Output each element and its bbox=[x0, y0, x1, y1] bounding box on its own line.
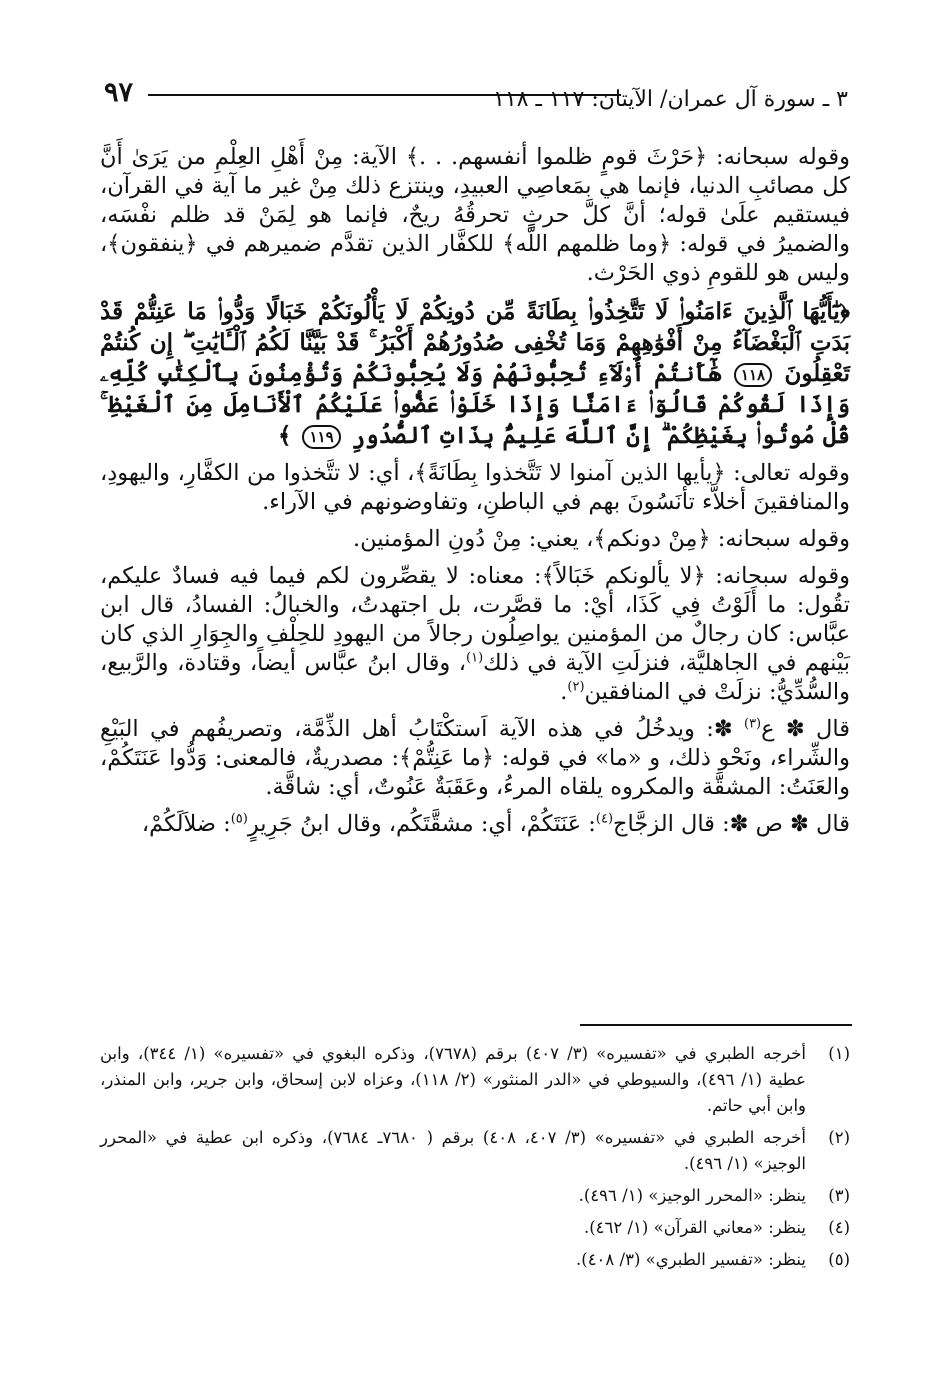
verse-close-bracket: ﴾ bbox=[277, 422, 292, 449]
footnote-number: (٤) bbox=[828, 1218, 850, 1237]
paragraph-1: وقوله سبحانه: ﴿حَرْثَ قومٍ ظلموا أنفسهم. . .﴾ الآية: مِنْ أَهْلِ العِلْمِ من يَرَىٰ أَنَّ كل مصائبِ الدنيا، فإنما هي بمَعاصِي العبيدِ، وينتزع ذلك مِنْ غير ما آية في القرآن، فيستقيم علَىٰ قوله؛ أنَّ كلَّ حرثٍ تحرقُهُ ريحٌ، فإنما هو لِمَنْ قد ظلم نفْسَه، والضميرُ في قوله: ﴿وما ظلمهم اللَّه﴾ للكفَّار الذين تقدَّم ضميرهم في ﴿ينفقون﴾، وليس هو للقومِ ذوي الحَرْث. bbox=[100, 144, 850, 286]
footnote-text: أخرجه الطبري في «تفسيره» (٣/ ٤٠٧) برقم (٧٦٧٨)، وذكره البغوي في «تفسيره» (١/ ٣٤٤)، وابن عطية (١/ ٤٩٦)، والسيوطي في «الدر المنثور» (٢/ ١١٨)، وعزاه لابن إسحاق، وابن جرير، وابن المنذر، وابن أبي حاتم. bbox=[100, 1044, 807, 1115]
footnote-number: (٢) bbox=[828, 1128, 850, 1147]
paragraph-3: وقوله سبحانه: ﴿مِنْ دونكم﴾، يعني: مِنْ دُونِ المؤمنين. bbox=[353, 526, 850, 552]
paragraph-4-text-b: ، وقال ابنُ عبَّاس أيضاً، وقتادة، والرَّبيع، والسُّدِّيُّ: نزلَتْ في المنافقين bbox=[100, 650, 850, 705]
footnote-ref-1[interactable]: (١) bbox=[466, 650, 484, 666]
page-number: ٩٧ bbox=[104, 77, 134, 108]
verse-119-text: هَٰٓأَنتُمْ أُو۟لَآءِ تُحِبُّونَهُمْ وَلَا يُحِبُّونَكُمْ وَتُؤْمِنُونَ بِٱلْكِتَٰبِ كُلِّهِۦ وَإِذَا لَقُوكُمْ قَالُوٓا۟ ءَامَنَّا وَإِذَا خَلَوْا۟ عَضُّوا۟ عَلَيْكُمُ ٱلْأَنَامِلَ مِنَ ٱلْغَيْظِ ۚ قُلْ مُوتُوا۟ بِغَيْظِكُمْ ۗ إِنَّ ٱللَّهَ عَلِيمٌۢ بِذَاتِ ٱلصُّدُورِ bbox=[100, 360, 850, 449]
paragraph-4-text-a: وقوله سبحانه: ﴿لا يألونكم خَبَالاً﴾: معناه: لا يقصِّرون لكم فيما فيه فسادٌ عليكم، تقُول: ما أَلَوْتُ فِي كَذَا، أيْ: ما قصَّرت، بل اجتهدتُ، والخبالُ: الفسادُ، قال ابن عبَّاس: كان رجالٌ من المؤمنين يواصِلُون رجالاً من اليهودِ للحِلْفِ والجِوَارِ الذي كان بَيْنهم في الجاهليَّة، فنزلَتِ الآية في ذلك bbox=[100, 563, 850, 676]
footnote-text: أخرجه الطبري في «تفسيره» (٣/ ٤٠٧، ٤٠٨) برقم ( ٧٦٨٠ـ ٧٦٨٤)، وذكره ابن عطية في «المحرر الوجيز» (١/ ٤٩٦). bbox=[100, 1128, 806, 1173]
paragraph-5 bbox=[100, 715, 850, 802]
running-header bbox=[100, 74, 850, 114]
footnote-ref-3[interactable]: (٣) bbox=[743, 716, 762, 732]
main-text bbox=[100, 143, 850, 847]
paragraph-6-text-c: : ضلاَلَكُمْ، bbox=[141, 811, 231, 837]
verse-118-text: ﴿يَٰٓأَيُّهَا ٱلَّذِينَ ءَامَنُوا۟ لَا تَتَّخِذُوا۟ بِطَانَةً مِّن دُونِكُمْ لَا يَأْلُونَكُمْ خَبَالًا وَدُّوا۟ مَا عَنِتُّمْ قَدْ بَدَتِ ٱلْبَغْضَآءُ مِنْ أَفْوَٰهِهِمْ وَمَا تُخْفِى صُدُورُهُمْ أَكْبَرُ ۚ قَدْ بَيَّنَّا لَكُمُ ٱلْـَٔايَٰتِ ۖ إِن كُنتُمْ تَعْقِلُونَ bbox=[100, 298, 850, 387]
paragraph-4 bbox=[100, 562, 850, 707]
footnote-number: (١) bbox=[828, 1044, 850, 1063]
footnote-ref-2[interactable]: (٢) bbox=[567, 679, 585, 695]
ayah-number-119: ١١٩ bbox=[302, 425, 340, 449]
paragraph-6 bbox=[100, 810, 850, 839]
footnotes bbox=[100, 1041, 850, 1279]
footnote-text: ينظر: «المحرر الوجيز» (١/ ٤٩٦). bbox=[578, 1186, 806, 1205]
footnote-item bbox=[100, 1247, 850, 1273]
running-title: ٣ ـ سورة آل عمران/ الآيتان: ١١٧ ـ ١١٨ bbox=[493, 87, 848, 112]
paragraph-6-text-b: : عَنَتَكُمْ، أي: مشقَّتَكُم، وقال ابنُ جَرِيرٍ bbox=[247, 811, 596, 837]
footnote-item bbox=[100, 1215, 850, 1241]
footnote-item bbox=[100, 1041, 850, 1119]
footnote-text: ينظر: «تفسير الطبري» (٣/ ٤٠٨). bbox=[576, 1250, 806, 1269]
paragraph-2: وقوله تعالى: ﴿يأيها الذين آمنوا لا تَتَّخذوا بِطَانَةً﴾، أي: لا تتَّخذوا من الكفَّارِ، واليهودِ، والمنافقينَ أخلاَّء تأنَسُونَ بهم في الباطنِ، وتفاوضونهم في الآراء. bbox=[100, 460, 850, 515]
paragraph-5-text-b: ✽: ويدخُلُ في هذه الآية اَستكْتَابُ أهل الذِّمَّة، وتصريفُهم في البَيْعِ والشِّراء، ونَحْو ذلك، و «ما» في قوله: ﴿ما عَنِتُّمْ﴾: مصدريةٌ، فالمعنى: وَدُّوا عَنَتَكُمْ، والعَنَتُ: المشقَّة والمكروه يلقاه المرءُ، وعَقَبَةٌ عَنُوتٌ، أي: شاقَّة. bbox=[100, 716, 850, 800]
paragraph-4-text-c: . bbox=[560, 679, 568, 705]
footnote-item bbox=[100, 1125, 850, 1177]
footnote-item bbox=[100, 1183, 850, 1209]
footnote-number: (٣) bbox=[828, 1186, 850, 1205]
footnote-ref-5[interactable]: (٥) bbox=[230, 811, 248, 827]
ayah-number-118: ١١٨ bbox=[734, 363, 772, 387]
paragraph-6-text-a: قال ✽ ص ✽: قال الزجَّاج bbox=[613, 811, 850, 837]
footnote-separator bbox=[580, 1024, 852, 1026]
footnote-text: ينظر: «معاني القرآن» (١/ ٤٦٢). bbox=[583, 1218, 806, 1237]
quran-verse-block bbox=[100, 296, 850, 451]
footnote-number: (٥) bbox=[828, 1250, 850, 1269]
paragraph-5-text-a: قال ✽ ع bbox=[761, 716, 850, 742]
footnote-ref-4[interactable]: (٤) bbox=[595, 811, 614, 827]
